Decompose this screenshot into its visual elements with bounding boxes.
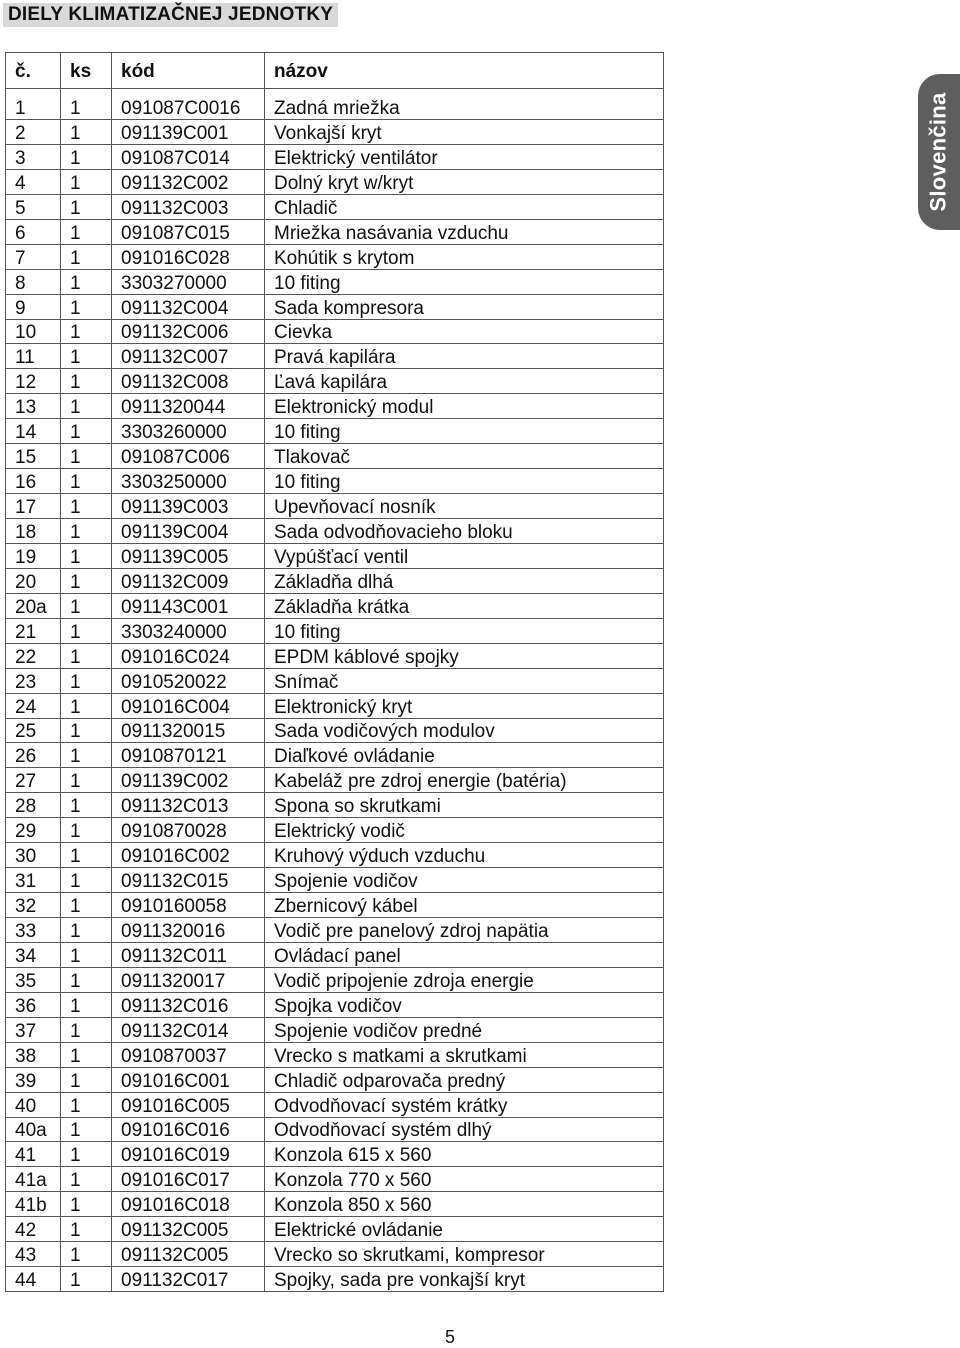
cell-code: 3303250000 (112, 469, 265, 494)
cell-quantity: 1 (61, 743, 112, 768)
cell-quantity: 1 (61, 169, 112, 194)
cell-code: 091016C016 (112, 1117, 265, 1142)
cell-number: 33 (6, 918, 61, 943)
cell-code: 091132C004 (112, 294, 265, 319)
cell-quantity: 1 (61, 942, 112, 967)
table-row (6, 1092, 664, 1117)
cell-quantity: 1 (61, 843, 112, 868)
cell-quantity: 1 (61, 444, 112, 469)
cell-name: Konzola 850 x 560 (265, 1192, 664, 1217)
table-row (6, 793, 664, 818)
table-row (6, 743, 664, 768)
table-row (6, 1192, 664, 1217)
table-row (6, 469, 664, 494)
cell-code: 3303240000 (112, 618, 265, 643)
table-row (6, 593, 664, 618)
cell-name: Vypúšťací ventil (265, 543, 664, 568)
cell-quantity: 1 (61, 918, 112, 943)
cell-code: 091087C015 (112, 219, 265, 244)
cell-number: 13 (6, 394, 61, 419)
cell-number: 36 (6, 992, 61, 1017)
cell-code: 091132C005 (112, 1242, 265, 1267)
cell-number: 26 (6, 743, 61, 768)
cell-number: 20a (6, 593, 61, 618)
cell-name: Elektrické ovládanie (265, 1217, 664, 1242)
cell-quantity: 1 (61, 419, 112, 444)
cell-quantity: 1 (61, 618, 112, 643)
table-row (6, 1242, 664, 1267)
cell-quantity: 1 (61, 1192, 112, 1217)
cell-code: 3303260000 (112, 419, 265, 444)
table-row (6, 1067, 664, 1092)
cell-code: 0911320016 (112, 918, 265, 943)
table-row (6, 144, 664, 169)
cell-quantity: 1 (61, 369, 112, 394)
cell-name: Odvodňovací systém krátky (265, 1092, 664, 1117)
cell-code: 0911320044 (112, 394, 265, 419)
cell-number: 38 (6, 1042, 61, 1067)
cell-name: 10 fiting (265, 469, 664, 494)
cell-code: 091016C001 (112, 1067, 265, 1092)
cell-code: 091132C017 (112, 1267, 265, 1292)
cell-name: Spojenie vodičov predné (265, 1017, 664, 1042)
table-row (6, 120, 664, 145)
cell-number: 21 (6, 618, 61, 643)
cell-name: Elektrický ventilátor (265, 144, 664, 169)
cell-quantity: 1 (61, 269, 112, 294)
cell-code: 091132C003 (112, 194, 265, 219)
cell-number: 42 (6, 1217, 61, 1242)
cell-quantity: 1 (61, 593, 112, 618)
cell-number: 17 (6, 494, 61, 519)
cell-quantity: 1 (61, 494, 112, 519)
cell-code: 091132C007 (112, 344, 265, 369)
cell-number: 29 (6, 818, 61, 843)
cell-name: Dolný kryt w/kryt (265, 169, 664, 194)
table-row (6, 942, 664, 967)
table-row (6, 394, 664, 419)
table-row (6, 269, 664, 294)
table-row (6, 668, 664, 693)
cell-number: 18 (6, 519, 61, 544)
table-row (6, 1117, 664, 1142)
table-row (6, 1042, 664, 1067)
cell-name: Chladič (265, 194, 664, 219)
table-row (6, 568, 664, 593)
cell-quantity: 1 (61, 1017, 112, 1042)
cell-name: Sada kompresora (265, 294, 664, 319)
cell-code: 091016C018 (112, 1192, 265, 1217)
table-row (6, 419, 664, 444)
table-row (6, 1167, 664, 1192)
cell-quantity: 1 (61, 868, 112, 893)
table-row (6, 643, 664, 668)
language-side-tab (918, 74, 960, 230)
cell-code: 091132C008 (112, 369, 265, 394)
cell-quantity: 1 (61, 718, 112, 743)
cell-number: 11 (6, 344, 61, 369)
cell-name: Sada vodičových modulov (265, 718, 664, 743)
cell-quantity: 1 (61, 89, 112, 120)
cell-code: 091132C011 (112, 942, 265, 967)
cell-number: 19 (6, 543, 61, 568)
table-row (6, 494, 664, 519)
cell-name: Diaľkové ovládanie (265, 743, 664, 768)
cell-quantity: 1 (61, 469, 112, 494)
cell-number: 44 (6, 1267, 61, 1292)
cell-name: Odvodňovací systém dlhý (265, 1117, 664, 1142)
table-row (6, 1017, 664, 1042)
cell-number: 20 (6, 568, 61, 593)
cell-code: 091132C014 (112, 1017, 265, 1042)
cell-name: Zadná mriežka (265, 89, 664, 120)
cell-quantity: 1 (61, 1092, 112, 1117)
cell-number: 9 (6, 294, 61, 319)
cell-code: 091139C002 (112, 768, 265, 793)
cell-quantity: 1 (61, 244, 112, 269)
cell-number: 2 (6, 120, 61, 145)
cell-number: 23 (6, 668, 61, 693)
cell-quantity: 1 (61, 967, 112, 992)
cell-number: 6 (6, 219, 61, 244)
table-row (6, 543, 664, 568)
cell-name: Spojenie vodičov (265, 868, 664, 893)
table-row (6, 992, 664, 1017)
cell-quantity: 1 (61, 1217, 112, 1242)
cell-number: 34 (6, 942, 61, 967)
cell-number: 41a (6, 1167, 61, 1192)
page-title: DIELY KLIMATIZAČNEJ JEDNOTKY (3, 3, 338, 27)
column-header-quantity: ks (61, 53, 112, 89)
cell-name: Vrecko s matkami a skrutkami (265, 1042, 664, 1067)
cell-quantity: 1 (61, 1042, 112, 1067)
cell-code: 091016C017 (112, 1167, 265, 1192)
cell-quantity: 1 (61, 1167, 112, 1192)
cell-name: Spona so skrutkami (265, 793, 664, 818)
cell-name: Vonkajší kryt (265, 120, 664, 145)
cell-quantity: 1 (61, 344, 112, 369)
table-row (6, 369, 664, 394)
cell-code: 0910520022 (112, 668, 265, 693)
cell-number: 5 (6, 194, 61, 219)
table-row (6, 319, 664, 344)
cell-name: Vodič pripojenie zdroja energie (265, 967, 664, 992)
cell-name: Základňa krátka (265, 593, 664, 618)
cell-code: 091087C006 (112, 444, 265, 469)
column-header-code: kód (112, 53, 265, 89)
cell-code: 0910870121 (112, 743, 265, 768)
cell-code: 091132C006 (112, 319, 265, 344)
column-header-number: č. (6, 53, 61, 89)
cell-code: 0911320015 (112, 718, 265, 743)
table-row (6, 1142, 664, 1167)
cell-name: Chladič odparovača predný (265, 1067, 664, 1092)
cell-quantity: 1 (61, 543, 112, 568)
cell-name: Upevňovací nosník (265, 494, 664, 519)
cell-quantity: 1 (61, 643, 112, 668)
cell-code: 0911320017 (112, 967, 265, 992)
cell-name: EPDM káblové spojky (265, 643, 664, 668)
cell-name: Pravá kapilára (265, 344, 664, 369)
cell-number: 30 (6, 843, 61, 868)
table-row (6, 244, 664, 269)
cell-name: Základňa dlhá (265, 568, 664, 593)
cell-code: 0910870037 (112, 1042, 265, 1067)
cell-number: 15 (6, 444, 61, 469)
cell-quantity: 1 (61, 394, 112, 419)
cell-quantity: 1 (61, 693, 112, 718)
cell-name: Cievka (265, 319, 664, 344)
cell-code: 091139C001 (112, 120, 265, 145)
cell-name: Mriežka nasávania vzduchu (265, 219, 664, 244)
table-row (6, 893, 664, 918)
cell-name: Spojky, sada pre vonkajší kryt (265, 1267, 664, 1292)
cell-number: 28 (6, 793, 61, 818)
cell-quantity: 1 (61, 1267, 112, 1292)
cell-code: 091132C009 (112, 568, 265, 593)
table-row (6, 843, 664, 868)
cell-code: 091087C0016 (112, 89, 265, 120)
table-row (6, 219, 664, 244)
cell-name: Spojka vodičov (265, 992, 664, 1017)
cell-quantity: 1 (61, 120, 112, 145)
table-row (6, 718, 664, 743)
cell-quantity: 1 (61, 668, 112, 693)
cell-number: 39 (6, 1067, 61, 1092)
language-label: Slovenčina (926, 92, 951, 212)
cell-quantity: 1 (61, 219, 112, 244)
cell-number: 41b (6, 1192, 61, 1217)
cell-code: 091139C005 (112, 543, 265, 568)
table-row (6, 918, 664, 943)
cell-code: 0910160058 (112, 893, 265, 918)
cell-number: 40 (6, 1092, 61, 1117)
column-header-name: názov (265, 53, 664, 89)
cell-name: Zbernicový kábel (265, 893, 664, 918)
cell-code: 091132C013 (112, 793, 265, 818)
cell-code: 091016C004 (112, 693, 265, 718)
cell-number: 8 (6, 269, 61, 294)
cell-name: Elektronický kryt (265, 693, 664, 718)
table-row (6, 1267, 664, 1292)
table-row (6, 194, 664, 219)
cell-name: Elektronický modul (265, 394, 664, 419)
cell-name: Ovládací panel (265, 942, 664, 967)
cell-number: 22 (6, 643, 61, 668)
cell-code: 091132C015 (112, 868, 265, 893)
cell-quantity: 1 (61, 144, 112, 169)
cell-number: 35 (6, 967, 61, 992)
cell-name: 10 fiting (265, 618, 664, 643)
table-row (6, 519, 664, 544)
cell-name: Vodič pre panelový zdroj napätia (265, 918, 664, 943)
cell-quantity: 1 (61, 1242, 112, 1267)
cell-quantity: 1 (61, 793, 112, 818)
cell-code: 091016C019 (112, 1142, 265, 1167)
cell-name: Ľavá kapilára (265, 369, 664, 394)
cell-quantity: 1 (61, 768, 112, 793)
cell-name: Konzola 770 x 560 (265, 1167, 664, 1192)
cell-name: Snímač (265, 668, 664, 693)
cell-code: 091139C004 (112, 519, 265, 544)
cell-code: 091016C024 (112, 643, 265, 668)
cell-number: 12 (6, 369, 61, 394)
table-row (6, 344, 664, 369)
table-row (6, 967, 664, 992)
table-row (6, 1217, 664, 1242)
cell-code: 091087C014 (112, 144, 265, 169)
cell-quantity: 1 (61, 1117, 112, 1142)
table-header-row (6, 53, 664, 89)
cell-code: 091132C005 (112, 1217, 265, 1242)
cell-quantity: 1 (61, 1142, 112, 1167)
table-row (6, 693, 664, 718)
cell-number: 37 (6, 1017, 61, 1042)
cell-quantity: 1 (61, 992, 112, 1017)
table-row (6, 169, 664, 194)
cell-number: 32 (6, 893, 61, 918)
cell-code: 091132C002 (112, 169, 265, 194)
cell-number: 24 (6, 693, 61, 718)
cell-number: 40a (6, 1117, 61, 1142)
cell-code: 0910870028 (112, 818, 265, 843)
table-row (6, 294, 664, 319)
cell-name: Vrecko so skrutkami, kompresor (265, 1242, 664, 1267)
cell-code: 091132C016 (112, 992, 265, 1017)
page-number: 5 (444, 1327, 455, 1347)
table-row (6, 89, 664, 120)
cell-code: 091016C002 (112, 843, 265, 868)
table-row (6, 868, 664, 893)
cell-quantity: 1 (61, 893, 112, 918)
cell-number: 14 (6, 419, 61, 444)
cell-name: 10 fiting (265, 419, 664, 444)
cell-name: Tlakovač (265, 444, 664, 469)
cell-code: 091139C003 (112, 494, 265, 519)
cell-number: 25 (6, 718, 61, 743)
table-row (6, 768, 664, 793)
cell-number: 4 (6, 169, 61, 194)
cell-quantity: 1 (61, 519, 112, 544)
cell-name: Kohútik s krytom (265, 244, 664, 269)
cell-name: Sada odvodňovacieho bloku (265, 519, 664, 544)
cell-code: 091016C028 (112, 244, 265, 269)
cell-code: 091016C005 (112, 1092, 265, 1117)
cell-number: 7 (6, 244, 61, 269)
cell-quantity: 1 (61, 1067, 112, 1092)
cell-name: Kruhový výduch vzduchu (265, 843, 664, 868)
cell-number: 41 (6, 1142, 61, 1167)
cell-number: 10 (6, 319, 61, 344)
parts-table-body (6, 89, 664, 1292)
cell-number: 43 (6, 1242, 61, 1267)
cell-number: 27 (6, 768, 61, 793)
table-row (6, 444, 664, 469)
cell-number: 3 (6, 144, 61, 169)
cell-quantity: 1 (61, 568, 112, 593)
cell-code: 3303270000 (112, 269, 265, 294)
cell-name: 10 fiting (265, 269, 664, 294)
cell-name: Konzola 615 x 560 (265, 1142, 664, 1167)
cell-number: 31 (6, 868, 61, 893)
cell-quantity: 1 (61, 818, 112, 843)
cell-number: 1 (6, 89, 61, 120)
cell-quantity: 1 (61, 319, 112, 344)
table-row (6, 618, 664, 643)
cell-number: 16 (6, 469, 61, 494)
cell-name: Kabeláž pre zdroj energie (batéria) (265, 768, 664, 793)
cell-name: Elektrický vodič (265, 818, 664, 843)
cell-quantity: 1 (61, 294, 112, 319)
cell-code: 091143C001 (112, 593, 265, 618)
table-row (6, 818, 664, 843)
parts-table (5, 52, 664, 1292)
cell-quantity: 1 (61, 194, 112, 219)
